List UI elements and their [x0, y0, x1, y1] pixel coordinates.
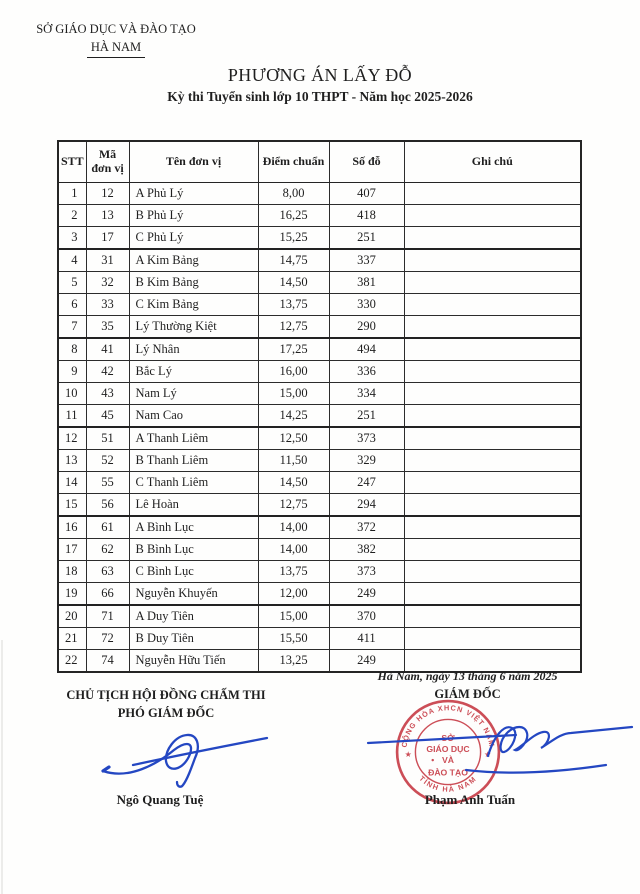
cell-ma: 74: [86, 650, 129, 673]
cell-ten: Nam Lý: [129, 383, 258, 405]
cell-ma: 62: [86, 539, 129, 561]
cell-diem: 15,25: [258, 227, 329, 250]
cell-diem: 17,25: [258, 338, 329, 361]
cell-diem: 14,25: [258, 405, 329, 428]
cell-ghi: [404, 316, 581, 339]
cell-so: 249: [329, 583, 404, 606]
cell-ma: 43: [86, 383, 129, 405]
cell-so: 382: [329, 539, 404, 561]
column-header-4: Số đỗ: [329, 141, 404, 183]
cell-stt: 20: [58, 605, 86, 628]
cell-stt: 1: [58, 183, 86, 205]
cell-ghi: [404, 561, 581, 583]
cell-diem: 12,00: [258, 583, 329, 606]
document-title: PHƯƠNG ÁN LẤY ĐỖ: [227, 65, 413, 85]
cell-ghi: [404, 405, 581, 428]
cell-so: 336: [329, 361, 404, 383]
cell-so: 494: [329, 338, 404, 361]
admission-score-table: [57, 140, 582, 673]
cell-ghi: [404, 628, 581, 650]
cell-ten: B Bình Lục: [129, 539, 258, 561]
letterhead-department: SỞ GIÁO DỤC VÀ ĐÀO TẠO: [36, 22, 196, 36]
cell-ghi: [404, 227, 581, 250]
cell-ten: B Kim Bảng: [129, 272, 258, 294]
cell-stt: 12: [58, 427, 86, 450]
cell-stt: 21: [58, 628, 86, 650]
cell-ma: 31: [86, 249, 129, 272]
cell-stt: 5: [58, 272, 86, 294]
table-row: [58, 605, 581, 628]
cell-diem: 14,00: [258, 539, 329, 561]
seal-ring-top-text: CỘNG HÒA XHCN VIỆT NAM: [399, 703, 497, 749]
cell-diem: 8,00: [258, 183, 329, 205]
column-header-0: STT: [58, 141, 86, 183]
cell-ten: B Thanh Liêm: [129, 450, 258, 472]
cell-diem: 13,75: [258, 561, 329, 583]
cell-ten: A Phủ Lý: [129, 183, 258, 205]
cell-ma: 71: [86, 605, 129, 628]
cell-stt: 14: [58, 472, 86, 494]
cell-ghi: [404, 338, 581, 361]
seal-star-right-icon: ★: [484, 750, 492, 760]
cell-diem: 12,50: [258, 427, 329, 450]
cell-ma: 12: [86, 183, 129, 205]
cell-so: 370: [329, 605, 404, 628]
cell-diem: 14,50: [258, 272, 329, 294]
cell-diem: 12,75: [258, 316, 329, 339]
document-subtitle: Kỳ thi Tuyển sinh lớp 10 THPT - Năm học 2025-2026: [167, 89, 473, 104]
cell-ghi: [404, 450, 581, 472]
letterhead: [28, 20, 204, 58]
table-row: [58, 472, 581, 494]
cell-ghi: [404, 583, 581, 606]
cell-so: 329: [329, 450, 404, 472]
cell-ten: C Phủ Lý: [129, 227, 258, 250]
cell-stt: 2: [58, 205, 86, 227]
table-row: [58, 427, 581, 450]
table-row: [58, 516, 581, 539]
column-header-3: Điểm chuẩn: [258, 141, 329, 183]
table-row: [58, 383, 581, 405]
table-row: [58, 450, 581, 472]
cell-ma: 45: [86, 405, 129, 428]
table-row: [58, 628, 581, 650]
cell-so: 330: [329, 294, 404, 316]
cell-stt: 6: [58, 294, 86, 316]
cell-ten: C Thanh Liêm: [129, 472, 258, 494]
cell-so: 372: [329, 516, 404, 539]
right-signer-name: Phạm Anh Tuấn: [424, 792, 516, 807]
cell-ten: Nguyễn Khuyến: [129, 583, 258, 606]
cell-stt: 8: [58, 338, 86, 361]
table-body: [58, 183, 581, 673]
left-signer-role-2: PHÓ GIÁM ĐỐC: [117, 706, 215, 721]
left-signer-name: Ngô Quang Tuệ: [116, 792, 204, 807]
cell-so: 247: [329, 472, 404, 494]
letterhead-province: HÀ NAM: [87, 38, 145, 58]
cell-diem: 13,25: [258, 650, 329, 673]
cell-ten: Lý Thường Kiệt: [129, 316, 258, 339]
cell-so: 251: [329, 227, 404, 250]
table-row: [58, 361, 581, 383]
cell-stt: 9: [58, 361, 86, 383]
cell-ten: Bắc Lý: [129, 361, 258, 383]
cell-stt: 4: [58, 249, 86, 272]
cell-ghi: [404, 494, 581, 517]
column-header-1: Mã đơn vị: [86, 141, 129, 183]
cell-diem: 15,00: [258, 605, 329, 628]
cell-ghi: [404, 383, 581, 405]
cell-ten: A Duy Tiên: [129, 605, 258, 628]
table-row: [58, 249, 581, 272]
cell-diem: 15,00: [258, 383, 329, 405]
cell-diem: 12,75: [258, 494, 329, 517]
left-signer-role-1: CHỦ TỊCH HỘI ĐỒNG CHẤM THI: [66, 688, 266, 702]
table-row: [58, 272, 581, 294]
table-header-row: [58, 141, 581, 183]
cell-ten: Nguyễn Hữu Tiến: [129, 650, 258, 673]
cell-so: 381: [329, 272, 404, 294]
cell-diem: 11,50: [258, 450, 329, 472]
scan-edge-artifact: [1, 640, 3, 894]
cell-ma: 72: [86, 628, 129, 650]
cell-stt: 13: [58, 450, 86, 472]
cell-ma: 66: [86, 583, 129, 606]
cell-so: 373: [329, 427, 404, 450]
cell-ghi: [404, 427, 581, 450]
table-row: [58, 205, 581, 227]
table-row: [58, 316, 581, 339]
cell-ten: Lý Nhân: [129, 338, 258, 361]
cell-stt: 17: [58, 539, 86, 561]
left-signature-handwriting: [95, 714, 280, 792]
cell-ma: 55: [86, 472, 129, 494]
cell-stt: 10: [58, 383, 86, 405]
cell-stt: 15: [58, 494, 86, 517]
cell-ma: 33: [86, 294, 129, 316]
cell-ghi: [404, 605, 581, 628]
cell-stt: 7: [58, 316, 86, 339]
seal-center-line-3: VÀ: [441, 755, 455, 766]
seal-center-line-4: ĐÀO TẠO: [428, 767, 468, 778]
seal-center-line-1: SỞ: [441, 732, 455, 743]
cell-ten: Lê Hoàn: [129, 494, 258, 517]
table-row: [58, 294, 581, 316]
cell-so: 373: [329, 561, 404, 583]
cell-ma: 56: [86, 494, 129, 517]
cell-ghi: [404, 539, 581, 561]
cell-diem: 16,00: [258, 361, 329, 383]
cell-ghi: [404, 516, 581, 539]
cell-ma: 32: [86, 272, 129, 294]
cell-ma: 13: [86, 205, 129, 227]
cell-so: 249: [329, 650, 404, 673]
cell-diem: 14,75: [258, 249, 329, 272]
cell-diem: 13,75: [258, 294, 329, 316]
cell-ten: B Phủ Lý: [129, 205, 258, 227]
right-signer-role: GIÁM ĐỐC: [434, 687, 501, 701]
cell-ma: 17: [86, 227, 129, 250]
cell-ma: 63: [86, 561, 129, 583]
cell-ghi: [404, 183, 581, 205]
cell-diem: 14,00: [258, 516, 329, 539]
cell-so: 290: [329, 316, 404, 339]
column-header-2: Tên đơn vị: [129, 141, 258, 183]
cell-so: 337: [329, 249, 404, 272]
cell-ghi: [404, 294, 581, 316]
cell-ghi: [404, 472, 581, 494]
cell-stt: 19: [58, 583, 86, 606]
cell-ma: 41: [86, 338, 129, 361]
table-row: [58, 338, 581, 361]
table-row: [58, 561, 581, 583]
cell-so: 294: [329, 494, 404, 517]
cell-ten: C Kim Bảng: [129, 294, 258, 316]
table-row: [58, 227, 581, 250]
cell-ten: C Bình Lục: [129, 561, 258, 583]
table-row: [58, 583, 581, 606]
cell-ma: 42: [86, 361, 129, 383]
cell-so: 407: [329, 183, 404, 205]
seal-ring-bottom-text: TỈNH HÀ NAM: [417, 773, 479, 794]
seal-center-line-2: GIÁO DỤC: [426, 744, 470, 754]
cell-so: 251: [329, 405, 404, 428]
cell-ghi: [404, 205, 581, 227]
cell-ten: B Duy Tiên: [129, 628, 258, 650]
table-row: [58, 405, 581, 428]
table-row: [58, 183, 581, 205]
cell-diem: 14,50: [258, 472, 329, 494]
cell-ten: A Kim Bảng: [129, 249, 258, 272]
cell-so: 411: [329, 628, 404, 650]
table-row: [58, 494, 581, 517]
cell-stt: 22: [58, 650, 86, 673]
column-header-5: Ghi chú: [404, 141, 581, 183]
cell-stt: 18: [58, 561, 86, 583]
cell-ma: 61: [86, 516, 129, 539]
cell-so: 334: [329, 383, 404, 405]
cell-ten: A Bình Lục: [129, 516, 258, 539]
right-signature-handwriting: [366, 710, 638, 800]
cell-stt: 11: [58, 405, 86, 428]
cell-so: 418: [329, 205, 404, 227]
cell-ma: 52: [86, 450, 129, 472]
cell-stt: 16: [58, 516, 86, 539]
cell-ghi: [404, 361, 581, 383]
cell-ma: 35: [86, 316, 129, 339]
date-line: Hà Nam, ngày 13 tháng 6 năm 2025: [377, 669, 558, 683]
cell-ten: Nam Cao: [129, 405, 258, 428]
seal-star-left-icon: ★: [404, 750, 412, 760]
cell-stt: 3: [58, 227, 86, 250]
cell-diem: 16,25: [258, 205, 329, 227]
cell-diem: 15,50: [258, 628, 329, 650]
cell-ma: 51: [86, 427, 129, 450]
cell-ghi: [404, 249, 581, 272]
cell-ten: A Thanh Liêm: [129, 427, 258, 450]
table-row: [58, 539, 581, 561]
cell-ghi: [404, 272, 581, 294]
